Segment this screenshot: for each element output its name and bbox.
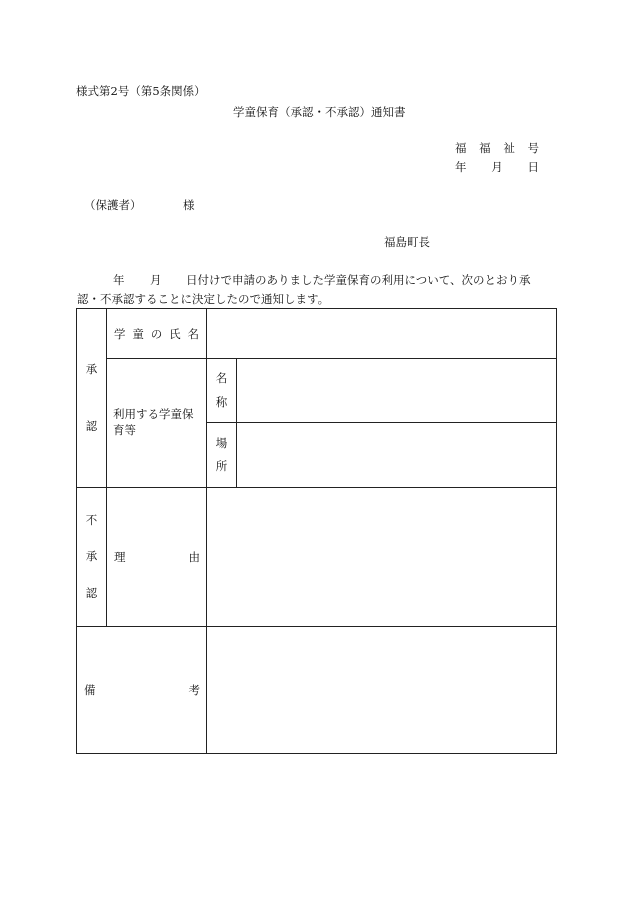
date-year: 年 xyxy=(455,160,467,174)
facility-label xyxy=(107,359,207,488)
issuer-name: 福島町長 xyxy=(384,235,430,249)
remarks-char: 考 xyxy=(188,683,200,697)
approval-char: 認 xyxy=(85,419,98,433)
rejection-char: 認 xyxy=(85,585,98,600)
reference-char: 号 xyxy=(527,141,539,155)
date-line xyxy=(455,162,539,174)
rejection-char: 承 xyxy=(85,549,98,564)
body-month: 月 xyxy=(150,273,162,287)
facility-location-field[interactable] xyxy=(237,423,557,488)
location-sub-char: 場 xyxy=(215,435,228,450)
approval-header xyxy=(77,309,107,488)
child-name-char: 氏 xyxy=(169,326,181,341)
name-sub-char: 称 xyxy=(215,394,228,409)
facility-name-field[interactable] xyxy=(237,359,557,423)
body-line-2: 認・不承認することに決定したので通知します。 xyxy=(77,292,330,306)
remarks-label xyxy=(77,627,207,754)
date-month: 月 xyxy=(491,160,503,174)
reference-char: 祉 xyxy=(503,141,515,155)
recipient-label: （保護者） xyxy=(84,198,142,212)
remarks-char: 備 xyxy=(84,683,96,697)
reason-label xyxy=(107,488,207,627)
rejection-header xyxy=(77,488,107,627)
child-name-char: 名 xyxy=(187,326,199,341)
rejection-char: 不 xyxy=(85,512,98,527)
recipient-honorific: 様 xyxy=(183,198,195,212)
location-sub-char: 所 xyxy=(215,459,228,473)
reason-field[interactable] xyxy=(207,488,557,627)
notice-table xyxy=(76,308,557,754)
child-name-char: の xyxy=(150,326,163,341)
reference-number xyxy=(455,143,539,155)
reference-char: 福 xyxy=(455,141,467,155)
date-day: 日 xyxy=(527,160,539,174)
body-line-1: 日付けで申請のありました学童保育の利用について、次のとおり承 xyxy=(186,273,531,287)
remarks-field[interactable] xyxy=(207,627,557,754)
location-sub-label xyxy=(207,423,237,488)
child-name-char: 童 xyxy=(132,326,144,341)
document-title: 学童保育（承認・不承認）通知書 xyxy=(233,105,406,119)
name-sub-label xyxy=(207,359,237,423)
body-year: 年 xyxy=(113,273,125,287)
child-name-label xyxy=(107,309,207,359)
child-name-char: 学 xyxy=(114,326,126,341)
child-name-field[interactable] xyxy=(207,309,557,359)
approval-char: 承 xyxy=(85,361,98,376)
name-sub-char: 名 xyxy=(215,371,228,385)
form-number: 様式第2号（第5条関係） xyxy=(76,84,206,98)
reference-char: 福 xyxy=(479,141,491,155)
facility-label-text: 利用する学童保育等 xyxy=(113,407,194,437)
reason-char: 由 xyxy=(188,550,200,564)
reason-char: 理 xyxy=(114,550,126,564)
